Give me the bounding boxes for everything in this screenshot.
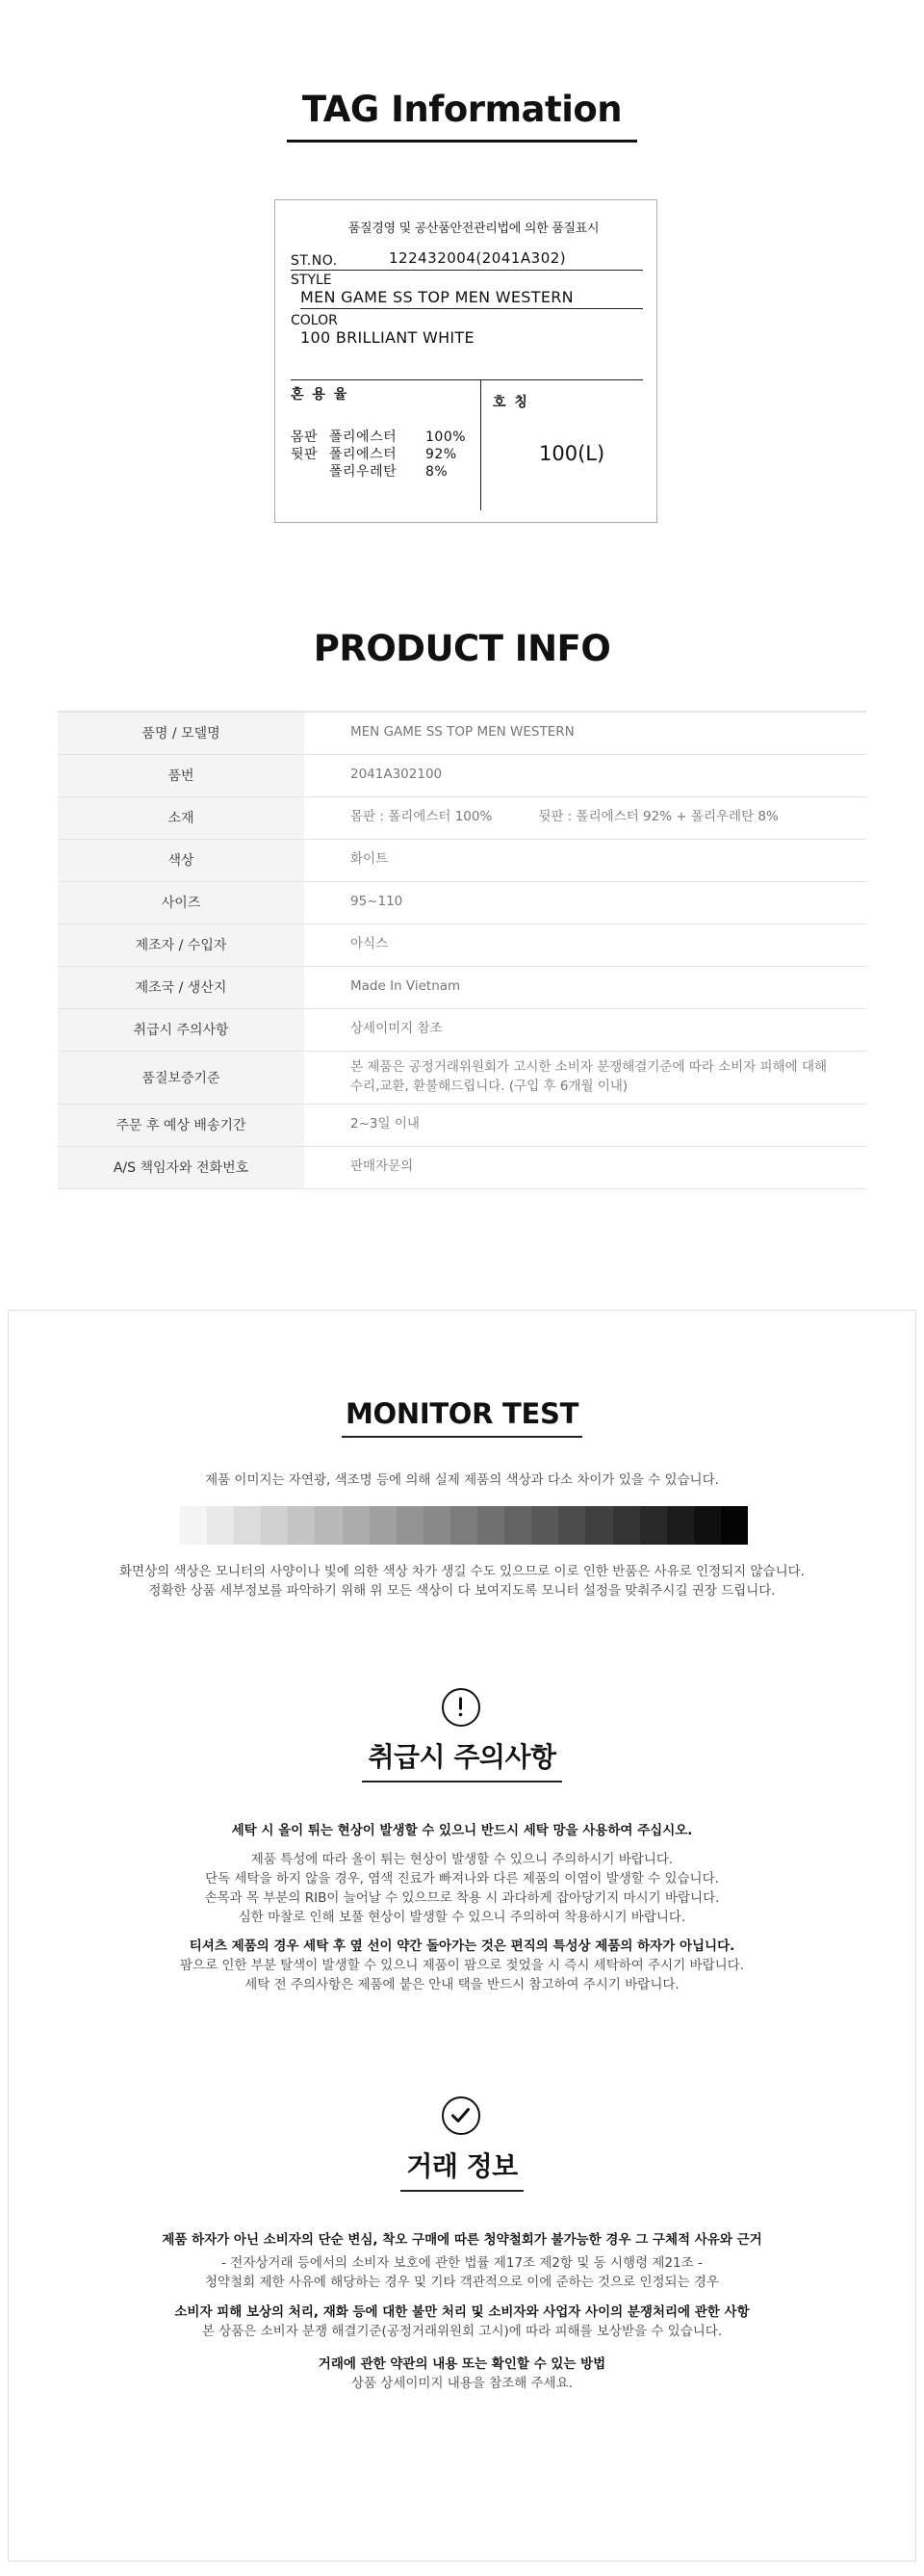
caution-line: 세탁 전 주의사항은 제품에 붙은 안내 택을 반드시 참고하여 주시기 바랍니다. bbox=[244, 1977, 680, 1992]
table-row bbox=[58, 754, 866, 796]
tag-title-text: TAG Information bbox=[287, 89, 637, 143]
table-row bbox=[58, 712, 866, 754]
row-label: 제조자 / 수입자 bbox=[58, 924, 304, 966]
gray-swatch bbox=[640, 1506, 667, 1545]
tag-label-image bbox=[274, 199, 657, 523]
caution-line: 손목과 목 부분의 RIB이 늘어날 수 있으므로 착용 시 과다하게 잡아당기지 마시기 바랍니다. bbox=[204, 1890, 720, 1906]
tag-mix-row: 몸판 폴리에스터 100% bbox=[291, 429, 467, 445]
table-row bbox=[58, 796, 866, 839]
gray-swatch bbox=[613, 1506, 640, 1545]
tag-st-no-row bbox=[291, 249, 643, 271]
monitor-note-1: 화면상의 색상은 모니터의 사양이나 빛에 의한 색상 차가 생길 수도 있으므로 이로 인한 반품은 사유로 인정되지 않습니다. bbox=[119, 1564, 805, 1579]
gray-swatch bbox=[397, 1506, 424, 1545]
gray-swatch bbox=[558, 1506, 585, 1545]
grayscale-gradient bbox=[180, 1506, 748, 1545]
tag-section-title bbox=[0, 89, 924, 143]
row-label: 취급시 주의사항 bbox=[58, 1008, 304, 1051]
gray-swatch bbox=[504, 1506, 531, 1545]
gray-swatch bbox=[370, 1506, 397, 1545]
material-back: 뒷판 : 폴리에스터 92% + 폴리우레탄 8% bbox=[538, 809, 779, 825]
tag-mix-row: 폴리우레탄 8% bbox=[329, 464, 449, 480]
tag-color-key: COLOR bbox=[291, 313, 338, 328]
row-value: MEN GAME SS TOP MEN WESTERN bbox=[304, 712, 866, 754]
tag-size-key: 호 칭 bbox=[493, 395, 529, 410]
gray-swatch bbox=[585, 1506, 612, 1545]
trade-bold-2: 소비자 피해 보상의 처리, 재화 등에 대한 불만 처리 및 소비자와 사업자 사이의 분쟁처리에 관한 사항 bbox=[174, 2304, 750, 2320]
table-row bbox=[58, 1104, 866, 1146]
material-front: 몸판 : 폴리에스터 100% bbox=[350, 809, 493, 825]
table-row bbox=[58, 1008, 866, 1051]
table-row bbox=[58, 924, 866, 966]
monitor-note-2: 정확한 상품 세부정보를 파악하기 위해 위 모든 색상이 다 보여지도록 모니터 설정을 맞춰주시길 권장 드립니다. bbox=[148, 1583, 776, 1599]
tag-divider bbox=[480, 380, 481, 510]
tag-size-value: 100(L) bbox=[539, 442, 605, 465]
check-circle-icon bbox=[442, 2096, 480, 2135]
trade-title: 거래 정보 bbox=[9, 2146, 915, 2192]
tag-st-no-key: ST.NO. bbox=[291, 253, 338, 269]
row-value: 상세이미지 참조 bbox=[304, 1008, 866, 1051]
monitor-test-title: MONITOR TEST bbox=[9, 1397, 915, 1438]
gray-swatch bbox=[315, 1506, 342, 1545]
trade-line: 청약철회 제한 사유에 해당하는 경우 및 기타 객관적으로 이에 준하는 것으로 인정되는 경우 bbox=[204, 2275, 719, 2290]
tag-mix-size-block bbox=[291, 379, 643, 509]
gray-swatch bbox=[288, 1506, 315, 1545]
row-value: 판매자문의 bbox=[304, 1146, 866, 1188]
table-row bbox=[58, 1051, 866, 1104]
row-label: 품질보증기준 bbox=[58, 1051, 304, 1104]
row-value: 2041A302100 bbox=[304, 754, 866, 796]
caution-line: 제품 특성에 따라 올이 튀는 현상이 발생할 수 있으니 주의하시기 바랍니다. bbox=[250, 1852, 674, 1867]
row-label: 사이즈 bbox=[58, 881, 304, 924]
tag-mix-key: 혼 용 율 bbox=[291, 387, 349, 403]
gray-swatch bbox=[343, 1506, 370, 1545]
trade-line: 본 상품은 소비자 분쟁 해결기준(공정거래위원회 고시)에 따라 피해를 보상받을 수 있습니다. bbox=[201, 2324, 723, 2339]
table-row bbox=[58, 839, 866, 881]
row-value: 95~110 bbox=[304, 881, 866, 924]
trade-bold-3: 거래에 관한 약관의 내용 또는 확인할 수 있는 방법 bbox=[318, 2356, 606, 2372]
row-label: 품명 / 모델명 bbox=[58, 712, 304, 754]
trade-line: 상품 상세이미지 내용을 참조해 주세요. bbox=[350, 2376, 574, 2391]
caution-line: 심한 마찰로 인해 보풀 현상이 발생할 수 있으니 주의하여 착용하시기 바랍니다. bbox=[238, 1910, 686, 1925]
row-label: 제조국 / 생산지 bbox=[58, 966, 304, 1008]
row-label: A/S 책임자와 전화번호 bbox=[58, 1146, 304, 1188]
notice-panel bbox=[8, 1310, 916, 2562]
row-label: 주문 후 예상 배송기간 bbox=[58, 1104, 304, 1146]
caution-line: 단독 세탁을 하지 않을 경우, 염색 진료가 빠져나와 다른 제품의 이염이 발생할 수 있습니다. bbox=[205, 1871, 719, 1886]
gray-swatch bbox=[424, 1506, 450, 1545]
product-info-table bbox=[58, 711, 866, 1189]
row-value: Made In Vietnam bbox=[304, 966, 866, 1008]
caution-title: 취급시 주의사항 bbox=[9, 1736, 915, 1782]
row-label: 소재 bbox=[58, 796, 304, 839]
monitor-intro: 제품 이미지는 자연광, 색조명 등에 의해 실제 제품의 색상과 다소 차이가 있을 수 있습니다. bbox=[205, 1472, 719, 1488]
tag-color-value: 100 BRILLIANT WHITE bbox=[300, 328, 475, 347]
gray-swatch bbox=[180, 1506, 207, 1545]
caution-bold-1: 세탁 시 올이 튀는 현상이 발생할 수 있으니 반드시 세탁 망을 사용하여 주십시오. bbox=[231, 1823, 693, 1838]
gray-swatch bbox=[261, 1506, 288, 1545]
caution-line: 팜으로 인한 부분 탈색이 발생할 수 있으니 제품이 팜으로 젖었을 시 즉시 세탁하여 주시기 바랍니다. bbox=[179, 1958, 744, 1973]
row-value bbox=[304, 796, 866, 839]
row-value: 아식스 bbox=[304, 924, 866, 966]
gray-swatch bbox=[667, 1506, 694, 1545]
product-info-title bbox=[0, 628, 924, 669]
gray-swatch bbox=[450, 1506, 477, 1545]
row-value: 본 제품은 공정거래위원회가 고시한 소비자 분쟁해결기준에 따라 소비자 피해에 대해 수리,교환, 환불해드립니다. (구입 후 6개월 이내) bbox=[304, 1051, 866, 1104]
trade-bold-1: 제품 하자가 아닌 소비자의 단순 변심, 착오 구매에 따른 청약철회가 불가능한 경우 그 구체적 사유와 근거 bbox=[162, 2232, 762, 2248]
trade-line: - 전자상거래 등에서의 소비자 보호에 관한 법률 제17조 제2항 및 동 시행령 제21조 - bbox=[221, 2255, 703, 2271]
gray-swatch bbox=[207, 1506, 234, 1545]
gray-swatch bbox=[694, 1506, 721, 1545]
row-value: 화이트 bbox=[304, 839, 866, 881]
gray-swatch bbox=[234, 1506, 261, 1545]
gray-swatch bbox=[721, 1506, 748, 1545]
table-row bbox=[58, 966, 866, 1008]
tag-mix-row: 뒷판 폴리에스터 92% bbox=[291, 447, 457, 462]
row-value: 2~3일 이내 bbox=[304, 1104, 866, 1146]
exclamation-icon bbox=[442, 1688, 480, 1727]
table-row bbox=[58, 881, 866, 924]
gray-swatch bbox=[531, 1506, 558, 1545]
row-label: 품번 bbox=[58, 754, 304, 796]
tag-style-value: MEN GAME SS TOP MEN WESTERN bbox=[300, 288, 643, 309]
caution-bold-2: 티셔츠 제품의 경우 세탁 후 옆 선이 약간 돌아가는 것은 편직의 특성상 제품의 하자가 아닙니다. bbox=[189, 1939, 735, 1954]
tag-st-no-value: 122432004(2041A302) bbox=[389, 249, 567, 267]
table-row bbox=[58, 1146, 866, 1188]
tag-style-key: STYLE bbox=[291, 273, 332, 288]
tag-header: 품질경영 및 공산품안전관리법에 의한 품질표시 bbox=[347, 221, 600, 236]
gray-swatch bbox=[477, 1506, 504, 1545]
product-info-title-text: PRODUCT INFO bbox=[313, 628, 611, 669]
row-label: 색상 bbox=[58, 839, 304, 881]
